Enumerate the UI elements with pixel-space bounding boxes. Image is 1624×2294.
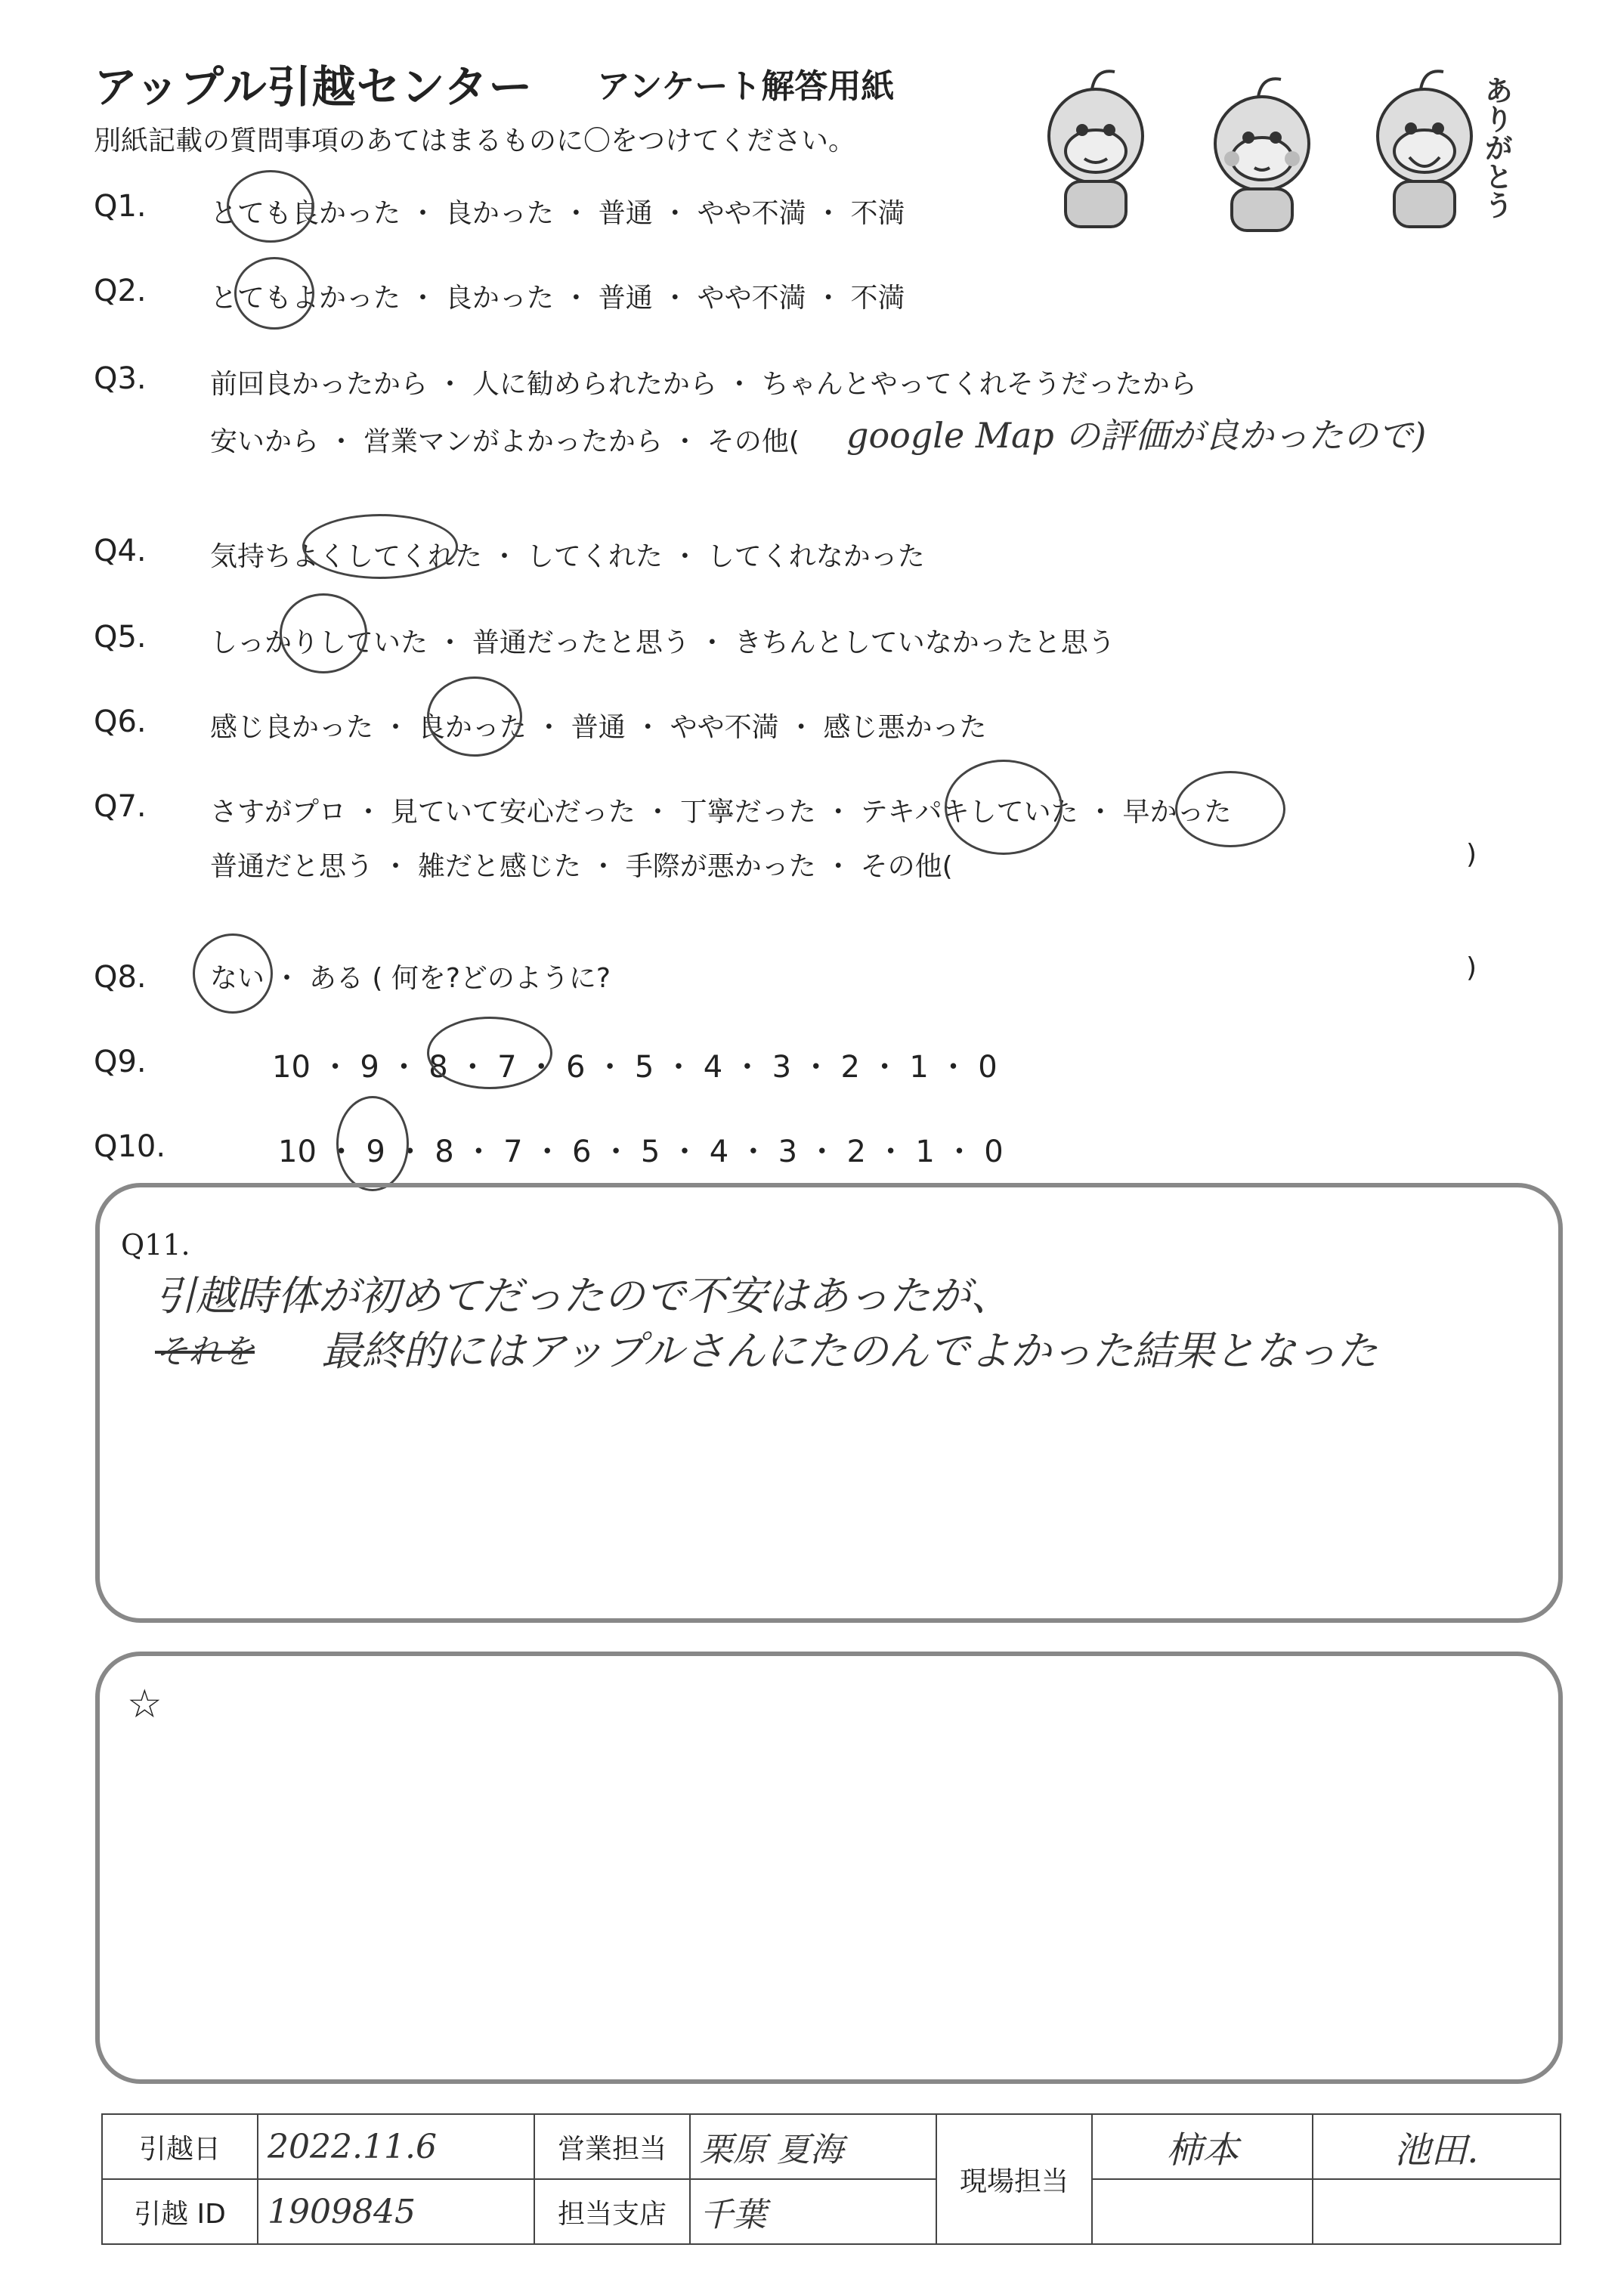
instructions: 別紙記載の質問事項のあてはまるものに〇をつけてください。 [94, 125, 856, 156]
move-date-value: 2022.11.6 [258, 2114, 534, 2179]
move-id-value: 1909845 [258, 2179, 534, 2244]
q3-options-line2: 安いから ・ 営業マンがよかったから ・ その他( [210, 426, 800, 457]
q7-label: Q7. [94, 789, 147, 824]
q8-label: Q8. [94, 960, 147, 995]
q1-answer-mark [227, 170, 314, 243]
q4-options: 気持ちよくしてくれた ・ してくれた ・ してくれなかった [210, 541, 925, 572]
q11-comment-line2: 最終的にはアップルさんにたのんでよかった結果となった [321, 1327, 1378, 1375]
q9-label: Q9. [94, 1045, 147, 1079]
mascot-stamp-text: ありがとう [1480, 76, 1513, 219]
q7-answer-mark-1 [945, 760, 1063, 855]
sales-rep-label: 営業担当 [534, 2114, 690, 2179]
q8-close-paren: ) [1466, 952, 1477, 983]
q3-options-line1: 前回良かったから ・ 人に勧められたから ・ ちゃんとやってくれそうだったから [210, 369, 1197, 400]
site-staff-empty-2 [1313, 2179, 1561, 2244]
q5-options: しっかりしていた ・ 普通だったと思う ・ きちんとしていなかったと思う [210, 627, 1115, 658]
q10-label: Q10. [94, 1129, 166, 1164]
mascot-right [1378, 71, 1471, 227]
move-info-table [101, 2113, 1561, 2245]
q1-options: とても良かった ・ 良かった ・ 普通 ・ やや不満 ・ 不満 [210, 198, 905, 229]
q2-answer-mark [234, 257, 314, 330]
mascot-illustration [1013, 45, 1542, 242]
q10-answer-mark [336, 1096, 409, 1191]
q11-label: Q11. [121, 1228, 190, 1262]
q5-answer-mark [280, 593, 367, 673]
sales-rep-name: 栗原 夏海 [690, 2114, 936, 2179]
q11-strikethrough-text: それを [155, 1333, 255, 1371]
site-staff-empty-1 [1092, 2179, 1313, 2244]
form-subtitle: アンケート解答用紙 [597, 67, 895, 106]
q6-label: Q6. [94, 704, 147, 739]
q6-answer-mark [427, 676, 522, 757]
q11-comment-box [95, 1183, 1563, 1623]
free-comment-box [95, 1652, 1563, 2084]
q1-label: Q1. [94, 189, 147, 224]
site-staff-2: 池田. [1313, 2114, 1561, 2179]
q2-label: Q2. [94, 274, 147, 308]
mascot-middle [1215, 79, 1309, 231]
site-staff-label: 現場担当 [936, 2114, 1092, 2244]
mascot-left [1049, 71, 1143, 227]
branch-label: 担当支店 [534, 2179, 690, 2244]
q4-label: Q4. [94, 534, 147, 568]
move-date-label: 引越日 [102, 2114, 258, 2179]
q8-answer-mark [193, 933, 273, 1014]
q9-answer-mark [427, 1017, 552, 1089]
q4-answer-mark [302, 514, 458, 579]
q7-answer-mark-2 [1175, 771, 1285, 847]
q7-options-line2: 普通だと思う ・ 雑だと感じた ・ 手際が悪かった ・ その他( [210, 851, 953, 882]
form-title: アップル引越センター [94, 61, 534, 113]
star-icon: ☆ [127, 1682, 162, 1727]
q7-options-line1: さすがプロ ・ 見ていて安心だった ・ 丁寧だった ・ テキパキしていた ・ 早かった [210, 797, 1232, 828]
q3-other-answer: google Map の評価が良かったので) [846, 415, 1427, 456]
q8-options: ない ・ ある ( 何を?どのように? [210, 963, 611, 994]
q2-options: とてもよかった ・ 良かった ・ 普通 ・ やや不満 ・ 不満 [210, 283, 905, 314]
q3-label: Q3. [94, 361, 147, 396]
q10-scale: 10 ・ 9 ・ 8 ・ 7 ・ 6 ・ 5 ・ 4 ・ 3 ・ 2 ・ 1 ・ 0 [278, 1135, 1004, 1169]
q9-scale: 10 ・ 9 ・ 8 ・ 7 ・ 6 ・ 5 ・ 4 ・ 3 ・ 2 ・ 1 ・ 0 [272, 1050, 998, 1085]
site-staff-1: 柿本 [1092, 2114, 1313, 2179]
q6-options: 感じ良かった ・ 良かった ・ 普通 ・ やや不満 ・ 感じ悪かった [210, 712, 987, 743]
q11-comment-line1: 引越時体が初めてだったので不安はあったが、 [155, 1272, 1012, 1320]
branch-value: 千葉 [690, 2179, 936, 2244]
q7-close-paren: ) [1466, 839, 1477, 870]
move-id-label: 引越 ID [102, 2179, 258, 2244]
q5-label: Q5. [94, 620, 147, 655]
